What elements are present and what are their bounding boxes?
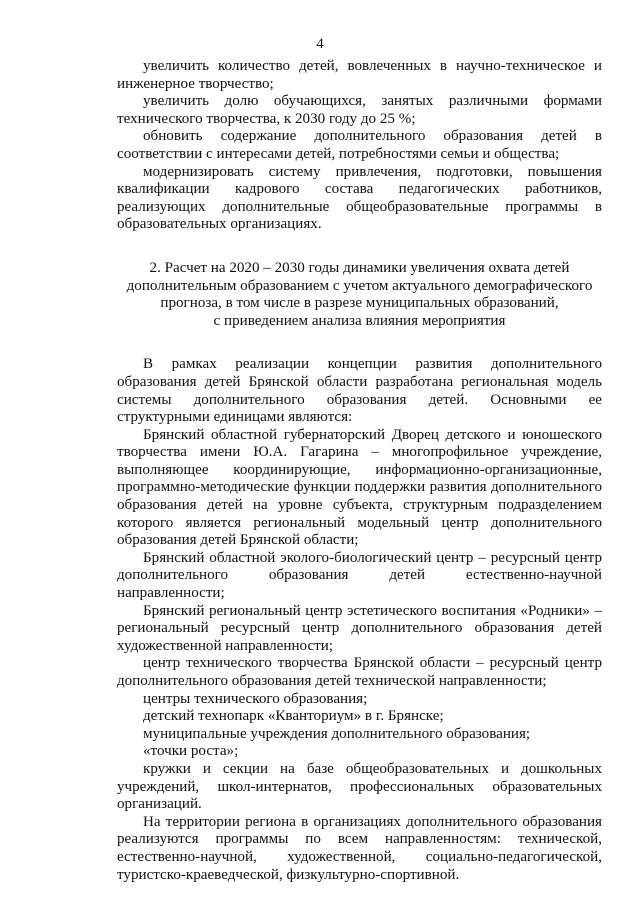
section-heading — [117, 260, 602, 330]
list-item: «точки роста»; — [143, 743, 239, 760]
document-body — [117, 58, 602, 884]
list-item: центр технического творчества Брянской области – ресурсный центр дополнительного образования детей технической направленности; — [117, 655, 602, 689]
list-item: увеличить количество детей, вовлеченных в научно-техническое и инженерное творчество; — [117, 58, 602, 92]
section-heading-line: 2. Расчет на 2020 – 2030 годы динамики увеличения охвата детей — [149, 259, 570, 276]
body-paragraph: На территории региона в организациях дополнительного образования реализуются программы по всем направленностям: технической, естественно-научной, художественной, социально-педагогической, туристско-краеведческой, физкультурно-спортивной. — [117, 813, 602, 883]
list-item: увеличить долю обучающихся, занятых различными формами технического творчества, к 2030 году до 25 %; — [117, 93, 602, 127]
section-heading-line: с приведением анализа влияния мероприятия — [213, 312, 506, 329]
page-number: 4 — [316, 36, 324, 52]
list-item: Брянский областной эколого-биологический центр – ресурсный центр дополнительного образования детей естественно-научной направленности; — [117, 549, 602, 602]
list-item: центры технического образования; — [143, 690, 368, 707]
list-item: муниципальные учреждения дополнительного образования; — [143, 725, 531, 742]
section-heading-line: прогноза, в том числе в разрезе муниципальных образований, — [160, 295, 559, 312]
section-heading-line: дополнительным образованием с учетом актуального демографического — [126, 277, 593, 294]
list-item: модернизировать систему привлечения, подготовки, повышения квалификации кадрового состава педагогических работников, реализующих дополнительные общеобразовательные программы в образовательных организациях. — [117, 163, 602, 233]
list-item: Брянский региональный центр эстетического воспитания «Родники» – региональный ресурсный центр дополнительного образования детей художественной направленности; — [117, 602, 602, 654]
list-item: Брянский областной губернаторский Дворец детского и юношеского творчества имени Ю.А. Гагарина – многопрофильное учреждение, выполняющее координирующие, информационно-организационные, программно-методические функции поддержки развития дополнительного образования детей на уровне субъекта, структурным подразделением которого является региональный модельный центр дополнительного образования детей Брянской области; — [117, 426, 602, 549]
list-item: обновить содержание дополнительного образования детей в соответствии с интересами детей, потребностями семьи и общества; — [117, 128, 602, 162]
list-item: детский технопарк «Кванториум» в г. Брянске; — [143, 708, 444, 725]
body-paragraph: В рамках реализации концепции развития дополнительного образования детей Брянской области разработана региональная модель системы дополнительного образования детей. Основными ее структурными единицами являются: — [117, 356, 602, 426]
list-item: кружки и секции на базе общеобразовательных и дошкольных учреждений, школ-интернатов, профессиональных образовательных организаций. — [117, 760, 602, 813]
